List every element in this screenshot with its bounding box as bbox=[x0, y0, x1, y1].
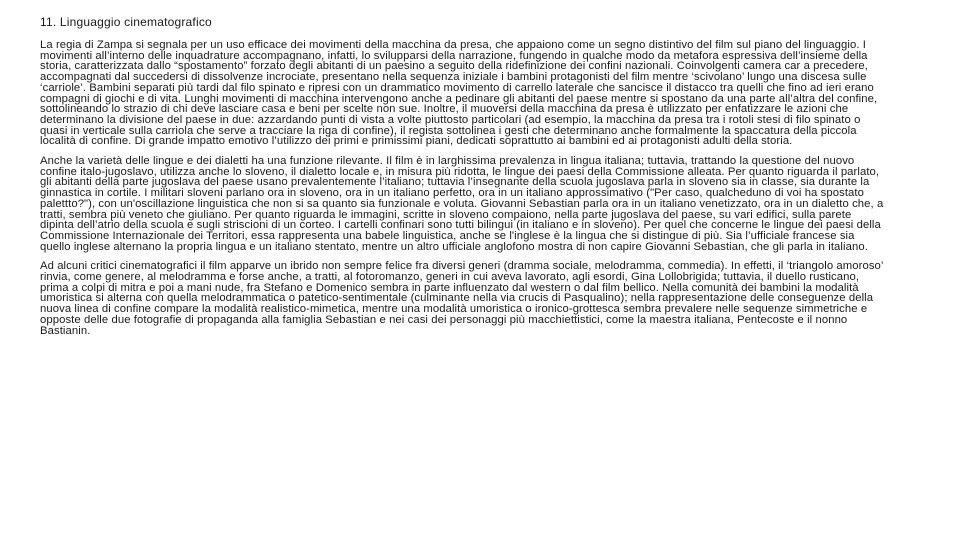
paragraph-languages: Anche la varietà delle lingue e dei dialetti ha una funzione rilevante. Il film è in larghissima prevalenza in lingua italiana; tuttavia, trattando la questione del nuovo confine italo-jugoslavo, utilizza anche lo sloveno, il dialetto locale e, in misura più ridotta, le lingue dei paesi della Commissione alleata. Per quanto riguarda il parlato, gli abitanti della parte jugoslava del paese usano prevalentemente l’italiano; tuttavia l’insegnante della scuola jugoslava parla in sloveno sia in classe, sia durante la ginnastica in cortile. I militari sloveni parlano ora in sloveno, ora in un italiano perfetto, ora in un italiano approssimativo ("Per caso, qualcheduno di voi ha spostato palettto?"), con un'oscillazione linguistica che non si sa quanto sia funzionale e voluta. Giovanni Sebastian parla ora in un italiano venetizzato, ora in un dialetto che, a tratti, sembra più veneto che giuliano. Per quanto riguarda le immagini, scritte in sloveno compaiono, nella parte jugoslava del paese, su vari edifici, sulla parete dipinta dell’atrio della scuola e sugli striscioni di un corteo. I cartelli confinari sono tutti bilingui (in italiano e in sloveno). Per quel che concerne le lingue dei paesi della Commissione Internazionale dei Territori, essa rappresenta una babele linguistica, anche se l'inglese è la lingua che si distingue di più. Sia l’ufficiale francese sia quello inglese alternano la propria lingua e un italiano stentato, mentre un altro ufficiale anglofono mostra di non capire Giovanni Sebastian, che gli parla in italiano. bbox=[40, 155, 884, 253]
slide-title: 11. Linguaggio cinematografico bbox=[40, 15, 212, 29]
paragraph-genres: Ad alcuni critici cinematografici il film apparve un ibrido non sempre felice fra diversi generi (dramma sociale, melodramma, commedia). In effetti, il ‘triangolo amoroso’ rinvia, come genere, al melodramma e forse anche, a tratti, al fotoromanzo, generi in cui aveva lavorato, agli esordi, Gina Lollobrigida; tuttavia, il duello rusticano, prima a colpi di mitra e poi a mani nude, fra Stefano e Domenico sembra in parte influenzato dal western o dal film bellico. Nella comunità dei bambini la modalità umoristica si alterna con quella melodrammatica o patetico-sentimentale (culminante nella via crucis di Pasqualino); nella rappresentazione delle conseguenze della nuova linea di confine compare la modalità realistico-mimetica, mentre una modalità umoristica o ironico-grottesca sembra prevalere nelle sequenze simmetriche e opposte delle due fotografie di propaganda alla famiglia Sebastian e nei casi dei personaggi più macchiettistici, come la maestra italiana, Pentecoste e il nonno Bastianin. bbox=[40, 260, 884, 337]
slide-body bbox=[40, 40, 888, 345]
paragraph-camera-movements: La regia di Zampa si segnala per un uso efficace dei movimenti della macchina da presa, che appaiono come un segno distintivo del film sul piano del linguaggio. I movimenti all’interno delle inquadrature accompagnano, infatti, lo svilupparsi della narrazione, fungendo in qualche modo da metafora espressiva dell’insieme della storia, caratterizzata dallo “spostamento” forzato degli abitanti di un paesino a seguito della ridefinizione dei confini nazionali. Coinvolgenti camera car a precedere, accompagnati dal succedersi di dissolvenze incrociate, presentano nella sequenza iniziale i bambini protagonisti del film mentre ‘scivolano’ lungo una discesa sulle ‘carriole’. Bambini separati più tardi dal filo spinato e ripresi con un drammatico movimento di carrello laterale che sancisce il distacco tra quelli che fino ad ieri erano compagni di giochi e di vita. Lunghi movimenti di macchina intervengono anche a pedinare gli abitanti del paese mentre si spostano da una parte all’altra del confine, sottolineando lo strazio di chi deve lasciare casa e beni per scelte non sue. Inoltre, il muoversi della macchina da presa è utilizzato per enfatizzare le azioni che determinano la divisione del paese in due: azzardando punti di vista a volte piuttosto particolari (ad esempio, la macchina da presa tra i rotoli stesi di filo spinato o quasi in verticale sulla carriola che serve a tracciare la riga di confine), il regista sottolinea i gesti che determinano anche formalmente la spaccatura della piccola località di confine. Di grande impatto emotivo l’utilizzo dei primi e primissimi piani, dedicati soprattutto ai bambini ed ai protagonisti adulti della storia. bbox=[40, 39, 878, 148]
